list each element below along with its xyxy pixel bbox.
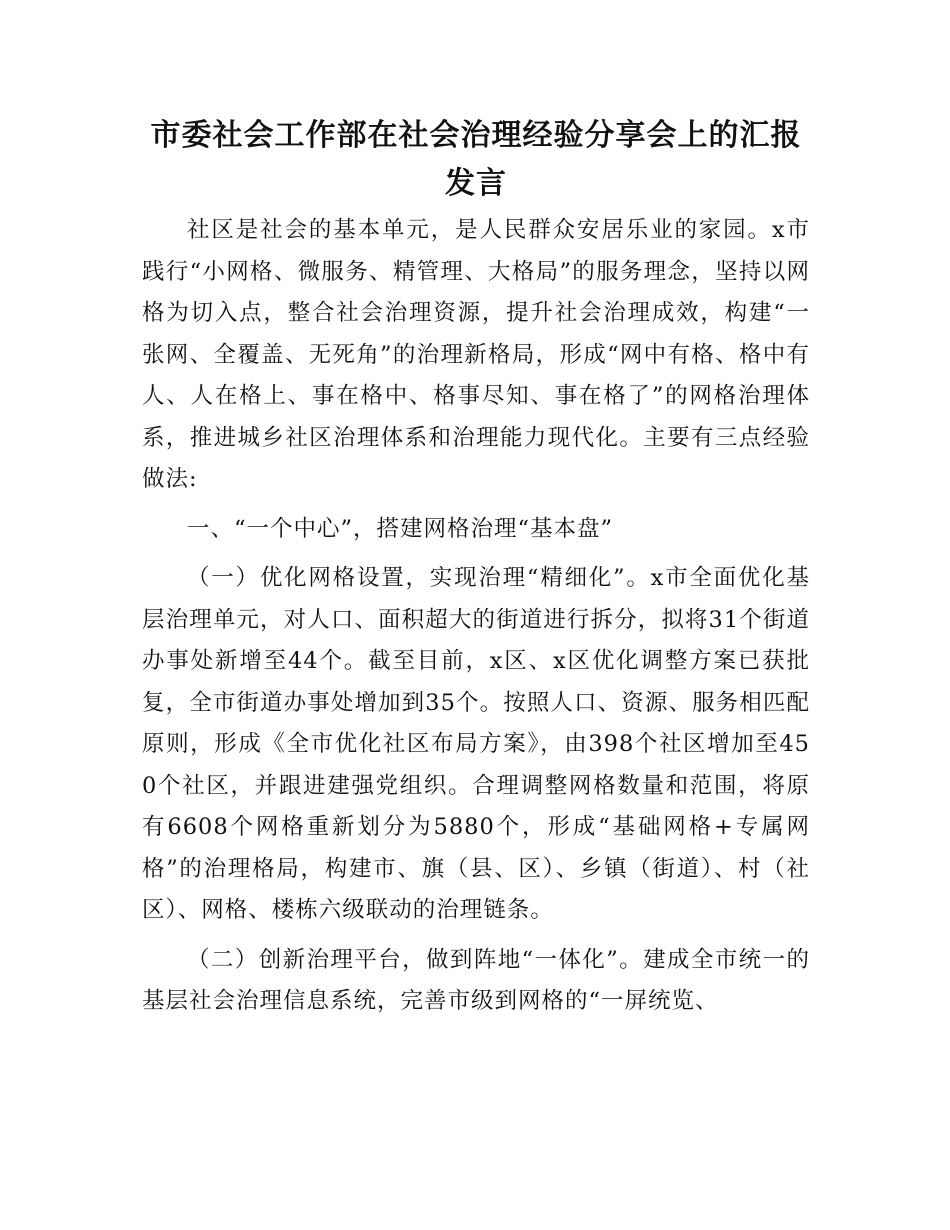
paragraph-1: （一）优化网格设置，实现治理“精细化”。x市全面优化基层治理单元，对人口、面积超大的街道进行拆分，拟将31个街道办事处新增至44个。截至目前，x区、x区优化调整方案已获批复，全市街道办事处增加到35个。按照人口、资源、服务相匹配原则，形成《全市优化社区布局方案》，由398个社区增加至450个社区，并跟进建强党组织。合理调整网格数量和范围，将原有6608个网格重新划分为5880个，形成“基础网格+专属网格”的治理格局，构建市、旗（县、区）、乡镇（街道）、村（社区）、网格、楼栋六级联动的治理链条。 <box>142 565 810 923</box>
intro-paragraph: 社区是社会的基本单元，是人民群众安居乐业的家园。x市践行“小网格、微服务、精管理、大格局”的服务理念，坚持以网格为切入点，整合社会治理资源，提升社会治理成效，构建“一张网、全覆盖、无死角”的治理新格局，形成“网中有格、格中有人、人在格上、事在格中、格事尽知、事在格了”的网格治理体系，推进城乡社区治理体系和治理能力现代化。主要有三点经验做法: <box>142 217 810 492</box>
section-heading-1: 一、“一个中心”，搭建网格治理“基本盘” <box>187 515 614 542</box>
paragraph-2: （二）创新治理平台，做到阵地“一体化”。建成全市统一的基层社会治理信息系统，完善市级到网格的“一屏统览、 <box>142 946 810 1014</box>
document-page <box>142 112 810 1031</box>
document-title: 市委社会工作部在社会治理经验分享会上的汇报发言 <box>150 118 802 201</box>
